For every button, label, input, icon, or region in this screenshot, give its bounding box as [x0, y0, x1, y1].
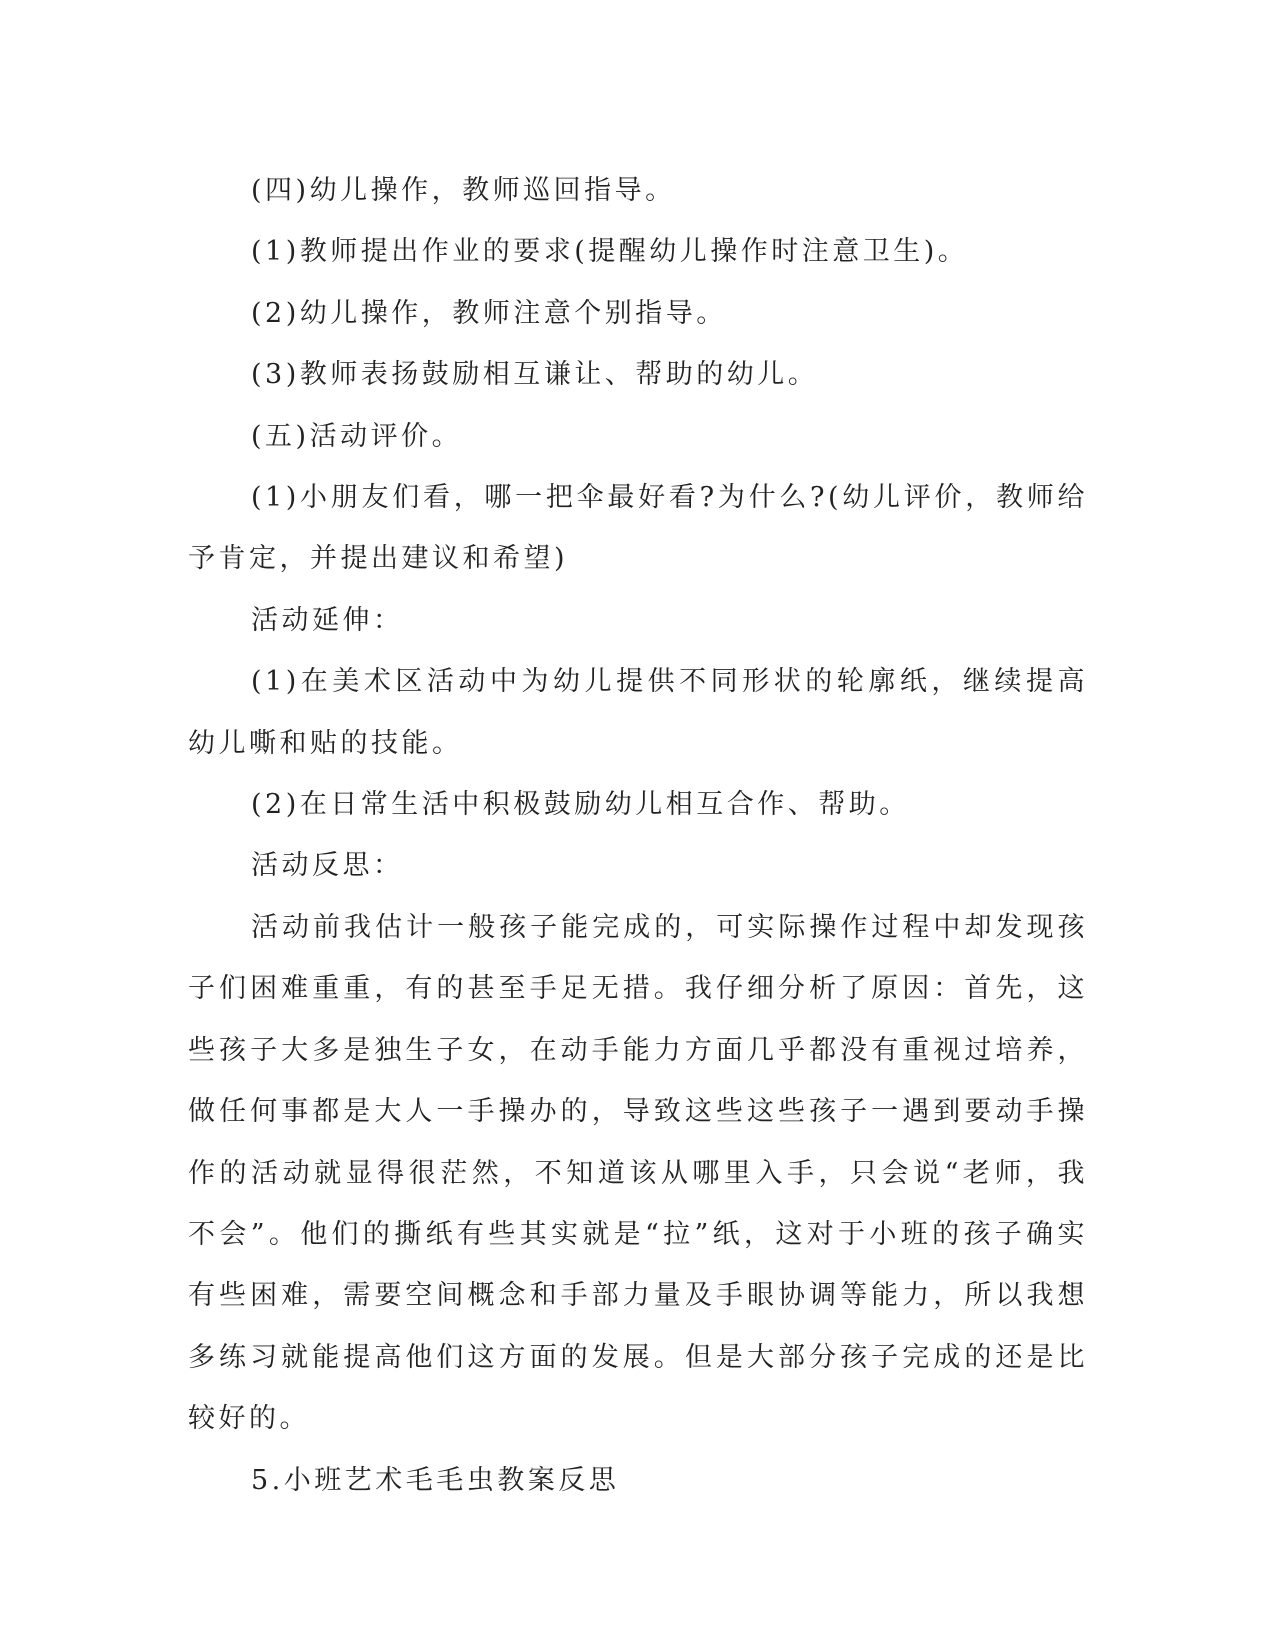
paragraph-extension-1: (1)在美术区活动中为幼儿提供不同形状的轮廓纸，继续提高幼儿嘶和贴的技能。 — [188, 666, 1088, 759]
paragraph-step-3: (3)教师表扬鼓励相互谦让、帮助的幼儿。 — [251, 359, 819, 391]
paragraph-step-1: (1)教师提出作业的要求(提醒幼儿操作时注意卫生)。 — [251, 236, 969, 268]
paragraph-section-five-heading: (五)活动评价。 — [251, 420, 463, 452]
paragraph-step-2: (2)幼儿操作，教师注意个别指导。 — [251, 297, 727, 329]
paragraph-reflection-body: 活动前我估计一般孩子能完成的，可实际操作过程中却发现孩子们困难重重，有的甚至手足无措。我仔细分析了原因：首先，这些孩子大多是独生子女，在动手能力方面几乎都没有重视过培养，做任何事都是大人一手操办的，导致这些这些孩子一遇到要动手操作的活动就显得很茫然，不知道该从哪里入手，只会说“老师，我不会”。他们的撕纸有些其实就是“拉”纸，这对于小班的孩子确实有些困难，需要空间概念和手部力量及手眼协调等能力，所以我想多练习就能提高他们这方面的发展。但是大部分孩子完成的还是比较好的。 — [188, 911, 1088, 1435]
document-body — [188, 160, 1088, 1511]
paragraph-evaluation-1: (1)小朋友们看，哪一把伞最好看?为什么?(幼儿评价，教师给予肯定，并提出建议和希望) — [188, 482, 1088, 575]
paragraph-extension-heading: 活动延伸： — [251, 604, 404, 636]
paragraph-section-four-heading: (四)幼儿操作，教师巡回指导。 — [251, 175, 676, 206]
paragraph-reflection-heading: 活动反思： — [251, 850, 404, 882]
paragraph-next-lesson-title: 5.小班艺术毛毛虫教案反思 — [251, 1464, 620, 1496]
paragraph-extension-2: (2)在日常生活中积极鼓励幼儿相互合作、帮助。 — [251, 789, 910, 821]
